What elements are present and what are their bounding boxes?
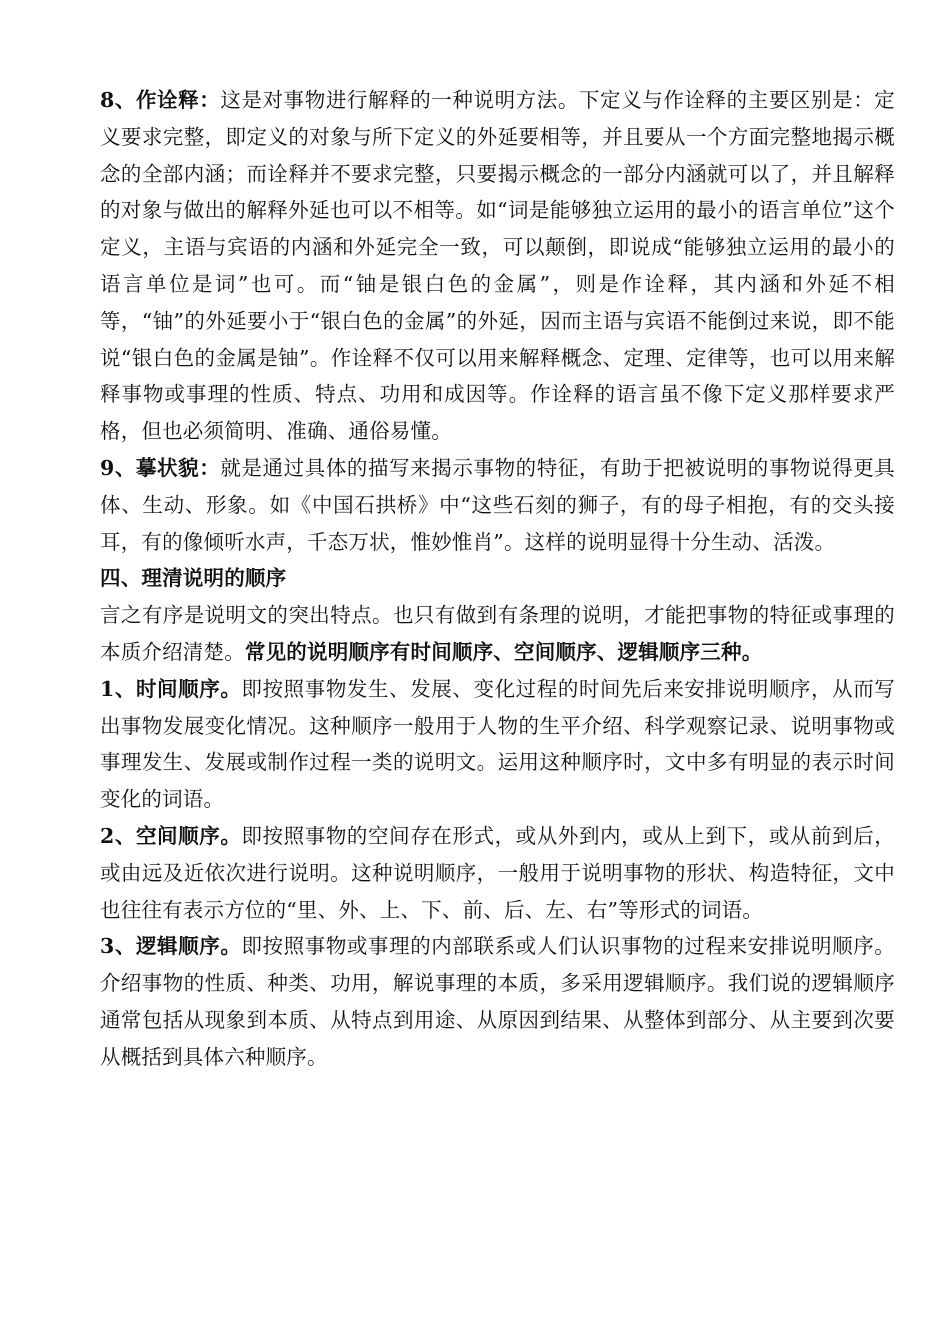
paragraph-intro — [100, 597, 895, 671]
paragraph-time-order — [100, 671, 895, 818]
paragraph-description — [100, 450, 895, 560]
paragraph-heading: 9、摹状貌： — [100, 455, 221, 480]
section-heading: 四、理清说明的顺序 — [100, 566, 287, 591]
document-body — [100, 82, 895, 1076]
paragraph-heading: 3、逻辑顺序。 — [100, 934, 242, 959]
paragraph-text: 即按照事物的空间存在形式，或从外到内，或从上到下，或从前到后，或由远及近依次进行说明。这种说明顺序，一般用于说明事物的形状、构造特征，文中也往往有表示方位的“里、外、上、下、前、后、左、右”等形式的词语。 — [100, 823, 895, 922]
paragraph-bold-text: 常见的说明顺序有时间顺序、空间顺序、逻辑顺序三种。 — [244, 639, 763, 664]
paragraph-text: 就是通过具体的描写来揭示事物的特征，有助于把被说明的事物说得更具体、生动、形象。如《中国石拱桥》中“这些石刻的狮子，有的母子相抱，有的交头接耳，有的像倾听水声，千态万状，惟妙惟肖”。这样的说明显得十分生动、活泼。 — [100, 455, 895, 554]
paragraph-space-order — [100, 818, 895, 928]
paragraph-explanation — [100, 82, 895, 450]
paragraph-heading: 2、空间顺序。 — [100, 823, 242, 848]
paragraph-logic-order — [100, 928, 895, 1075]
paragraph-text: 即按照事物或事理的内部联系或人们认识事物的过程来安排说明顺序。介绍事物的性质、种类、功用，解说事理的本质，多采用逻辑顺序。我们说的逻辑顺序通常包括从现象到本质、从特点到用途、从原因到结果、从整体到部分、从主要到次要从概括到具体六种顺序。 — [100, 934, 895, 1069]
paragraph-heading: 1、时间顺序。 — [100, 676, 242, 701]
paragraph-heading: 8、作诠释： — [100, 88, 221, 112]
paragraph-text: 这是对事物进行解释的一种说明方法。下定义与作诠释的主要区别是：定义要求完整，即定义的对象与所下定义的外延要相等，并且要从一个方面完整地揭示概念的全部内涵；而诠释并不要求完整，只要揭示概念的一部分内涵就可以了，并且解释的对象与做出的解释外延也可以不相等。如“词是能够独立运用的最小的语言单位”这个定义，主语与宾语的内涵和外延完全一致，可以颠倒，即说成“能够独立运用的最小的语言单位是词”也可。而“铀是银白色的金属”，则是作诠释，其内涵和外延不相等，“铀”的外延要小于“银白色的金属”的外延，因而主语与宾语不能倒过来说，即不能说“银白色的金属是铀”。作诠释不仅可以用来解释概念、定理、定律等，也可以用来解释事物或事理的性质、特点、功用和成因等。作诠释的语言虽不像下定义那样要求严格，但也必须简明、准确、通俗易懂。 — [100, 88, 895, 444]
paragraph-text: 即按照事物发生、发展、变化过程的时间先后来安排说明顺序，从而写出事物发展变化情况。这种顺序一般用于人物的生平介绍、科学观察记录、说明事物或事理发生、发展或制作过程一类的说明文。运用这种顺序时，文中多有明显的表示时间变化的词语。 — [100, 676, 895, 812]
paragraph-text: 言之有序是说明文的突出特点。也只有做到有条理的说明，才能把事物的特征或事理的本质介绍清楚。 — [100, 603, 895, 664]
